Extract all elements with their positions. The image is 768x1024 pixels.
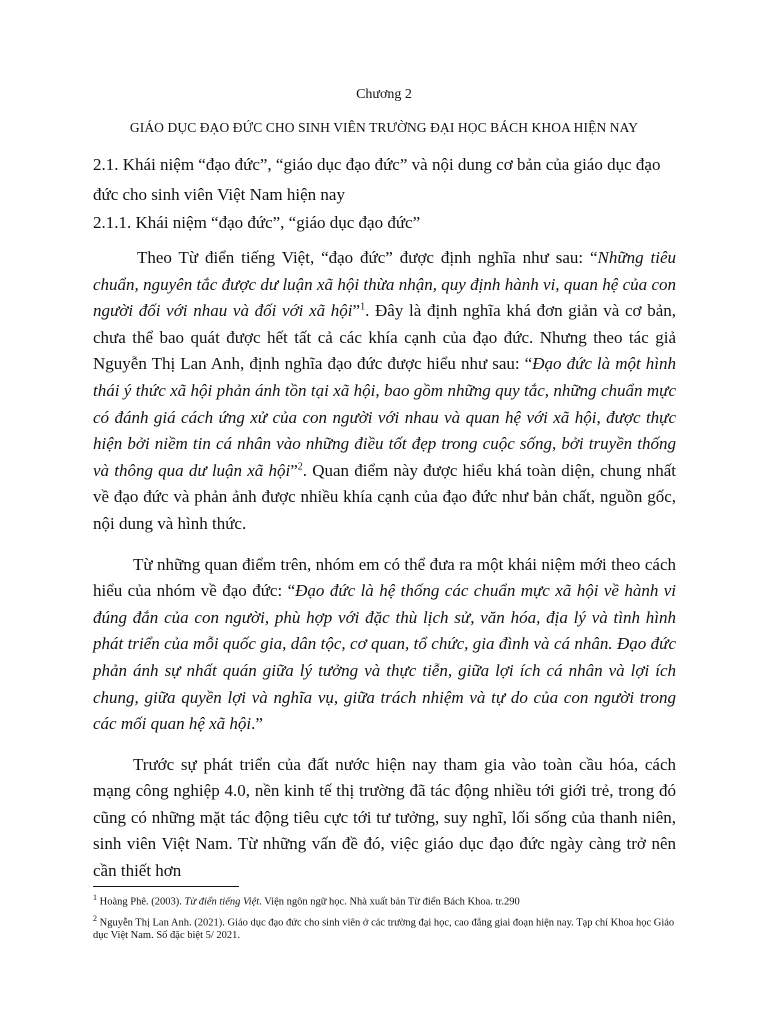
paragraph-1-text-g: ”: [290, 460, 298, 480]
paragraph-2-text-a: Từ những quan điểm trên, nhóm em có thể đưa ra một khái niệm mới theo cách hiểu của nhóm về đạo đức: “: [93, 554, 676, 601]
paragraph-3: Trước sự phát triển của đất nước hiện nay tham gia vào toàn cầu hóa, cách mạng công nghiệp 4.0, nền kinh tế thị trường đã tác động nhiều tới giới trẻ, trong đó cũng có những mặt tác động tiêu cực tới tư tưởng, suy nghĩ, lối sống của thanh niên, sinh viên Việt Nam. Từ những vấn đề đó, việc giáo dục đạo đức ngày càng trở nên cần thiết hơn: [93, 754, 676, 881]
paragraph-1-text-c: ”: [352, 301, 361, 321]
chapter-label: Chương 2: [356, 87, 412, 102]
paragraph-1: [93, 245, 676, 538]
paragraph-2: [93, 552, 676, 738]
footnote-ref-1[interactable]: 1: [360, 301, 366, 313]
footnote-1-text-pre: Hoàng Phê. (2003).: [97, 896, 185, 908]
paragraph-1-text-e: . Đây là định nghĩa khá đơn giản và cơ bản, chưa thể bao quát được hết tất cả các khía cạnh của đạo đức. Nhưng theo tác giả Nguyễn Thị Lan Anh, định nghĩa đạo đức được hiểu như sau: “: [93, 301, 677, 374]
body-text: [93, 245, 676, 885]
footnote-1-title: Từ điển tiếng Việt: [184, 896, 260, 908]
chapter-title: GIÁO DỤC ĐẠO ĐỨC CHO SINH VIÊN TRƯỜNG ĐẠI HỌC BÁCH KHOA HIỆN NAY: [129, 120, 639, 135]
footnote-1-text-post: . Viện ngôn ngữ học. Nhà xuất bản Từ điển Bách Khoa. tr.290: [259, 896, 520, 908]
paragraph-2-quote: Đạo đức là hệ thống các chuẩn mực xã hội về hành vi đúng đắn của con người, phù hợp với đặc thù lịch sử, văn hóa, địa lý và tình hình phát triển của mỗi quốc gia, dân tộc, cơ quan, tổ chức, gia đình và cá nhân. Đạo đức phản ánh sự nhất quán giữa lý tưởng và thực tiễn, giữa lợi ích cá nhân và lợi ích chung, giữa quyền lợi và nghĩa vụ, giữa trách nhiệm và tự do của con người trong các mối quan hệ xã hội: [93, 581, 676, 734]
footnote-2: [93, 912, 676, 943]
footnote-separator: [93, 886, 239, 887]
section-heading-2-1-1: 2.1.1. Khái niệm “đạo đức”, “giáo dục đạo đức”: [93, 213, 421, 232]
paragraph-2-text-c: .”: [251, 714, 263, 734]
section-heading-2-1: 2.1. Khái niệm “đạo đức”, “giáo dục đạo đức” và nội dung cơ bản của giáo dục đạo đức cho sinh viên Việt Nam hiện nay: [93, 155, 661, 204]
footnotes: [93, 891, 676, 945]
footnote-ref-2[interactable]: 2: [297, 461, 303, 473]
paragraph-1-text-i: . Quan điểm này được hiểu khá toàn diện, chung nhất về đạo đức và phản ảnh được nhiều khía cạnh của đạo đức như bản chất, nguồn gốc, nội dung và hình thức.: [93, 460, 676, 533]
footnote-2-mark: 2: [93, 913, 97, 923]
paragraph-1-quote-2: Đạo đức là một hình thái ý thức xã hội phản ánh tồn tại xã hội, bao gồm những quy tắc, những chuẩn mực có đánh giá cách ứng xử của con người với nhau và quan hệ với xã hội, được thực hiện bởi niềm tin cá nhân vào những điều tốt đẹp trong cuộc sống, bởi truyền thống và thông qua dư luận xã hội: [93, 354, 676, 480]
paragraph-1-text-a: Theo Từ điển tiếng Việt, “đạo đức” được định nghĩa như sau: “: [137, 248, 598, 267]
footnote-1-mark: 1: [93, 893, 97, 902]
footnote-2-text: Nguyễn Thị Lan Anh. (2021). Giáo dục đạo đức cho sinh viên ở các trường đại học, cao đẳng giai đoạn hiện nay. Tạp chí Khoa học Giáo dục Việt Nam. Số đặc biệt 5/ 2021.: [93, 917, 675, 941]
paragraph-1-quote-1: Những tiêu chuẩn, nguyên tắc được dư luận xã hội thừa nhận, quy định hành vi, quan hệ của con người đối với nhau và đối với xã hội: [93, 248, 676, 321]
footnote-1: [93, 891, 676, 909]
